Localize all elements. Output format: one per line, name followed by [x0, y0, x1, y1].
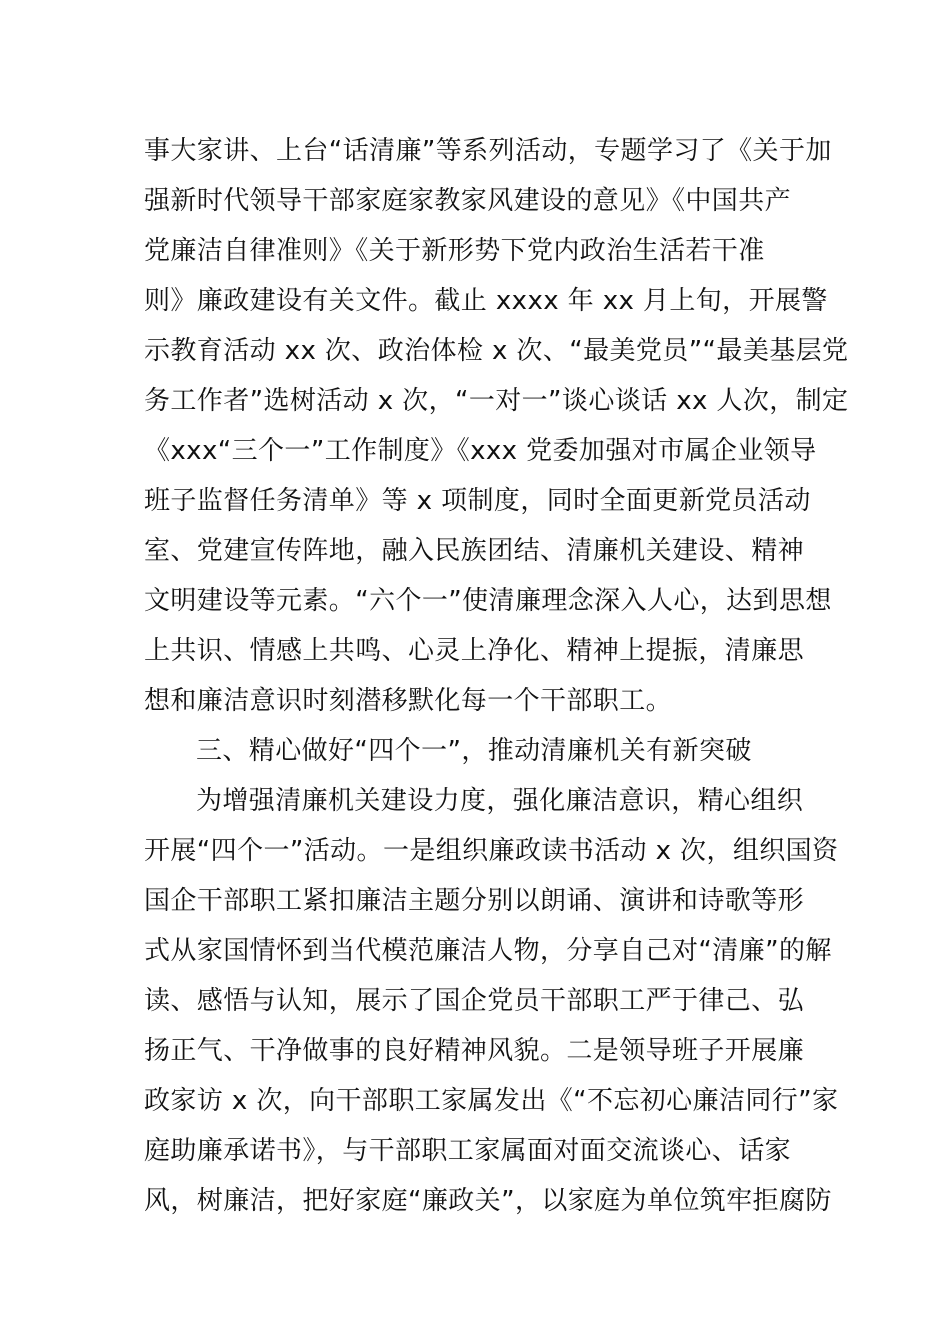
paragraph-line: 室、党建宣传阵地，融入民族团结、清廉机关建设、精神 — [144, 536, 805, 566]
paragraph-line: 事大家讲、上台“话清廉”等系列活动，专题学习了《关于加 — [144, 136, 832, 166]
paragraph-line: 庭助廉承诺书》，与干部职工家属面对面交流谈心、话家 — [144, 1136, 792, 1166]
paragraph-line: 示教育活动 xx 次、政治体检 x 次、“最美党员”“最美基层党 — [144, 336, 849, 366]
paragraph-line: 式从家国情怀到当代模范廉洁人物，分享自己对“清廉”的解 — [144, 936, 832, 966]
paragraph-line: 班子监督任务清单》等 x 项制度，同时全面更新党员活动 — [144, 486, 811, 516]
paragraph-line: 文明建设等元素。“六个一”使清廉理念深入人心，达到思想 — [144, 586, 832, 616]
paragraph-line: 上共识、情感上共鸣、心灵上净化、精神上提振，清廉思 — [144, 636, 805, 666]
paragraph-line: 想和廉洁意识时刻潜移默化每一个干部职工。 — [144, 686, 673, 716]
paragraph-line: 强新时代领导干部家庭家教家风建设的意见》《中国共产 — [144, 186, 792, 216]
paragraph-line: 政家访 x 次，向干部职工家属发出《“不忘初心廉洁同行”家 — [144, 1086, 839, 1116]
paragraph-line: 《xxx“三个一”工作制度》《xxx 党委加强对市属企业领导 — [144, 436, 817, 466]
paragraph-line: 则》廉政建设有关文件。截止 xxxx 年 xx 月上旬，开展警 — [144, 286, 828, 316]
document-body — [144, 126, 849, 1226]
paragraph-line: 国企干部职工紧扣廉洁主题分别以朗诵、演讲和诗歌等形 — [144, 886, 805, 916]
paragraph-line: 为增强清廉机关建设力度，强化廉洁意识，精心组织 — [196, 786, 804, 816]
paragraph-line: 党廉洁自律准则》《关于新形势下党内政治生活若干准 — [144, 236, 765, 266]
paragraph-line: 风，树廉洁，把好家庭“廉政关”，以家庭为单位筑牢拒腐防 — [144, 1186, 832, 1216]
paragraph-line: 读、感悟与认知，展示了国企党员干部职工严于律己、弘 — [144, 986, 805, 1016]
paragraph-line: 开展“四个一”活动。一是组织廉政读书活动 x 次，组织国资 — [144, 836, 839, 866]
paragraph-line: 扬正气、干净做事的良好精神风貌。二是领导班子开展廉 — [144, 1036, 805, 1066]
paragraph-line: 务工作者”选树活动 x 次，“一对一”谈心谈话 xx 人次，制定 — [144, 386, 849, 416]
section-heading: 三、精心做好“四个一”，推动清廉机关有新突破 — [196, 736, 752, 766]
